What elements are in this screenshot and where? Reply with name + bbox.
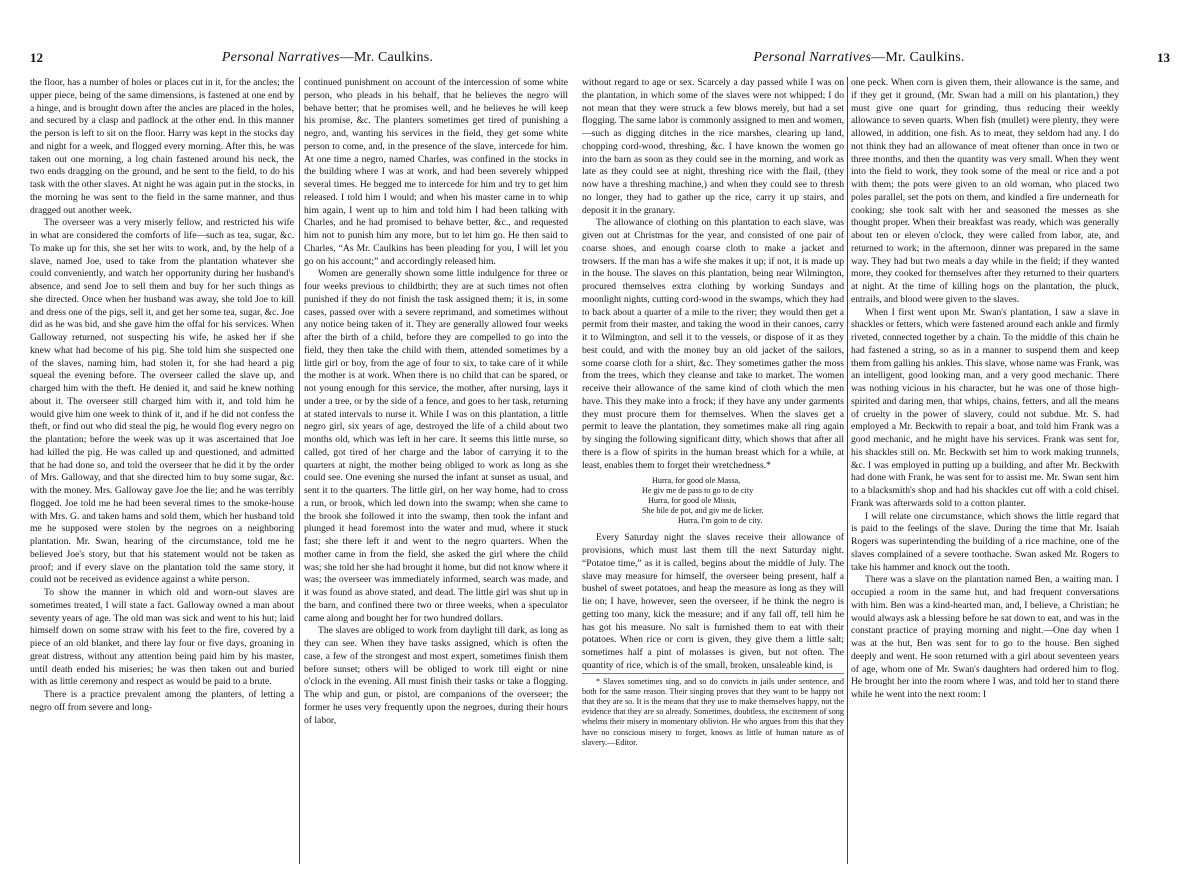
column-divider [847,77,848,864]
running-head [55,50,600,66]
right-page-header [578,50,1200,70]
paragraph: To show the manner in which old and worn-out slaves are sometimes treated, I will state a fact. Galloway owned a man about seventy years of age. The old man was sick and went to his hut; laid himself down on some straw with his feet to the fire, covered by a piece of an old blanket, and there lay four or five days, groaning in great distress, without any attention being paid him by his master, until death ended his miseries; he was then taken out and buried with as little ceremony and respect as would be paid to a brute. [30,587,294,688]
text-column [851,77,1119,874]
text-column [582,77,844,874]
text-column [304,77,568,874]
paragraph: Women are generally shown some little indulgence for three or four weeks previous to childbirth; they are at such times not often punished if they do not finish the task assigned them; it is, in some cases, passed over with a severe reprimand, and sometimes without any notice being taken of it. They are generally allowed four weeks after the birth of a child, before they are compelled to go into the field, they then take the child with them, attended sometimes by a little girl or boy, from the age of four to six, to take care of it while the mother is at work. When there is no child that can be spared, or not young enough for this service, the mother, after nursing, lays it under a tree, or by the side of a fence, and goes to her task, returning at stated intervals to nurse it. While I was on this plantation, a little negro girl, six years of age, destroyed the life of a child about two months old, which was left in her care. It seems this little nurse, so called, got tired of her charge and the labor of carrying it to the quarters at night, the mother being obliged to work as long as she could see. One evening she nursed the infant at sunset as usual, and sent it to the quarters. The little girl, on her way home, had to cross a run, or brook, which led down into the swamp; when she came to the brook she followed it into the swamp, then took the infant and plunged it head foremost into the water and mud, where it stuck fast; she there left it and went to the negro quarters. When the mother came in from the field, she asked the girl where the child was; she told her she had brought it home, but did not know where it was; the overseer was immediately informed, search was made, and it was found as above stated, and dead. The little girl was shut up in the barn, and confined there two or three weeks, when a speculator came along and bought her for two hundred dollars. [304,268,568,624]
paragraph: Every Saturday night the slaves receive their allowance of provisions, which must last them till the next Saturday night. “Potatoe time,” as it is called, begins about the middle of July. The slave may measure for himself, the overseer being present, half a bushel of sweet potatoes, and heap the measure as long as they will lie on; I have, however, seen the overseer, if he think the negro is getting too many, kick the measure; and if any fall off, tell him he has got his measure. No salt is furnished them to eat with their potatoes. When rice or corn is given, they give them a little salt; sometimes half a pint of molasses is given, but not often. The quantity of rice, which is of the small, broken, unsaleable kind, is [582,532,844,671]
running-head [578,50,1140,66]
page-number: 12 [30,50,43,65]
paragraph: without regard to age or sex. Scarcely a day passed while I was on the plantation, in which some of the slaves were not whipped; I do not mean that they were struck a few blows merely, but had a set flogging. The same labor is commonly assigned to men and women,—such as digging ditches in the rice marshes, clearing up land, chopping cord-wood, threshing, &c. I have known the women go into the barn as soon as they could see in the morning, and work as late as they could see at night, threshing rice with the flail, (they now have a threshing machine,) and when they could see to thresh no longer, they had to gather up the rice, carry it up stairs, and deposit it in the granary. [582,77,844,216]
running-head-author: —Mr. Caulkins. [339,50,434,65]
paragraph: There is a practice prevalent among the planters, of letting a negro off from severe and long- [30,689,294,713]
paragraph: continued punishment on account of the intercession of some white person, who pleads in his behalf, that he believes the negro will behave better; that he promises well, and he believes he will keep his promise, &c. The planters sometimes get tired of punishing a negro, and, wanting his services in the field, they get some white person to come, and, in the presence of the slave, intercede for him. At one time a negro, named Charles, was confined in the stocks in the building where I was at work, and had been severely whipped several times. He begged me to intercede for him and try to get him released. I told him I would; and when his master came in to whip him again, I went up to him and told him I had been talking with Charles, and he had promised to behave better, &c., and requested him not to punish him any more, but to let him go. He then said to Charles, “As Mr. Caulkins has been pleading for you, I will let you go on his account;” and accordingly released him. [304,77,568,267]
paragraph: The slaves are obliged to work from daylight till dark, as long as they can see. When they have tasks assigned, which is often the case, a few of the strongest and most expert, sometimes finish them before sunset; others will be obliged to work till eight or nine o'clock in the evening. All must finish their tasks or take a flogging. The whip and gun, or pistol, are companions of the overseer; the former he uses very frequently upon the negroes, during their hours of labor, [304,625,568,726]
verse-line: Hurra, I'm goin to de city. [678,516,763,526]
paragraph: The overseer was a very miserly fellow, and restricted his wife in what are considered the comforts of life—such as tea, sugar, &c. To make up for this, she set her wits to work, and, by the help of a slave, named Joe, used to take from the plantation whatever she could conveniently, and watch her opportunity during her husband's absence, and send Joe to sell them and buy for her such things as she directed. Once when her husband was away, she told Joe to kill and dress one of the pigs, sell it, and get her some tea, sugar, &c. Joe did as he was bid, and she gave him the offal for his services. When Galloway returned, not suspecting his wife, he asked her if she knew what had become of his pig. She told him she suspected one of the slaves, naming him, had stolen it, for she had heard a pig squeal the evening before. The overseer called the slave up, and charged him with the theft. He denied it, and said he knew nothing about it. The overseer still charged him with it, and told him he would give him one week to think of it, and if he did not confess the theft, or find out who did steal the pig, he would flog every negro on the plantation; before the week was up it was ascertained that Joe had killed the pig. He was called up and questioned, and admitted that he had done so, and told the overseer that he did it by the order of Mrs. Galloway, and that she directed him to buy some sugar, &c. with the money. Mrs. Galloway gave Joe the lie; and he was terribly flogged. Joe told me he had been several times to the smoke-house with Mrs. G. and taken hams and sold them, which her husband told me he supposed were stolen by the negroes on a neighboring plantation. Mr. Swan, hearing of the circumstance, told me he believed Joe's story, but that his statement would not be taken as proof; and if every slave on the plantation told the same story, it could not be received as evidence against a white person. [30,217,294,586]
running-head-title: Personal Narratives [221,50,340,65]
left-page-header [0,50,600,70]
page-number: 13 [1157,50,1170,65]
paragraph: When I first went upon Mr. Swan's plantation, I saw a slave in shackles or fetters, which were fastened around each ankle and firmly riveted, connected together by a chain. To the middle of this chain he had fastened a string, so as in a manner to suspend them and keep them from galling his ankles. This slave, whose name was Frank, was an intelligent, good looking man, and a very good mechanic. There was nothing vicious in his character, but he was one of those high-spirited and daring men, that whips, chains, fetters, and all the means of cruelty in the power of slavery, could not subdue. Mr. S. had employed a Mr. Beckwith to repair a boat, and told him Frank was a good mechanic, and he might have his services. Frank was sent for, his shackles still on. Mr. Beckwith set him to work making trunnels, &c. I was employed in putting up a building, and after Mr. Beckwith had done with Frank, he was sent for to assist me. Mr. Swan sent him to a blacksmith's shop and had his shackles cut off with a cold chisel. Frank was afterwards sold to a cotton planter. [851,306,1119,509]
paragraph: I will relate one circumstance, which shows the little regard that is paid to the feelings of the slave. During the time that Mr. Isaiah Rogers was superintending the building of a rice machine, one of the slaves complained of a severe toothache. Swan asked Mr. Rogers to take his hammer and knock out the tooth. [851,510,1119,573]
verse-line: Hurra, for good ole Massa, [652,476,741,486]
right-page [578,0,1200,884]
column-divider [299,77,300,864]
verse-line: Hurra, for good ole Missis, [648,496,737,506]
song-verse [582,476,844,526]
verse-line: She bile de pot, and giv me de licker. [642,506,764,516]
paragraph: the floor, has a number of holes or places cut in it, for the ancles; the upper piece, being of the same dimensions, is fastened at one end by a hinge, and is brought down after the ancles are placed in the holes, and secured by a clasp and padlock at the other end. In this manner the person is left to sit on the floor. Harry was kept in the stocks day and night for a week, and flogged every morning. After this, he was taken out one morning, a log chain fastened around his neck, the two ends dragging on the ground, and he sent to the field, to do his task with the other slaves. At night he was again put in the stocks, in the morning he was sent to the field in the same manner, and thus dragged out another week. [30,77,294,216]
footnote: * Slaves sometimes sing, and so do convicts in jails under sentence, and both for the same reason. Their singing proves that they want to be happy not that they are so. It is the means that they use to make themselves happy, not the evidence that they are so already. Sometimes, doubtless, the excitement of song whelms their misery in momentary oblivion. He who argues from this that they have no conscious misery to forget, knows as little of human nature as of slavery.—Editor. [582,673,844,748]
verse-line: He giv me de pass to go to de city [642,486,754,496]
paragraph: The allowance of clothing on this plantation to each slave, was given out at Christmas for the year, and consisted of one pair of coarse shoes, and enough coarse cloth to make a jacket and trowsers. If the man has a wife she makes it up; if not, it is made up in the house. The slaves on this plantation, being near Wilmington, procured themselves extra clothing by working Sundays and moonlight nights, cutting cord-wood in the swamps, which they had to back about a quarter of a mile to the river; they would then get a permit from their master, and taking the wood in their canoes, carry it to Wilmington, and sell it to the vessels, or dispose of it as they best could, and with the money buy an old jacket of the sailors, some coarse cloth for a shirt, &c. They sometimes gather the moss from the trees, which they cleanse and take to market. The women receive their allowance of the same kind of cloth which the men have. This they make into a frock; if they have any under garments they must procure them for themselves. When the slaves get a permit to leave the plantation, they sometimes make all ring again by singing the following significant ditty, which shows that after all there is a flow of spirits in the human breast which for a while, at least, enables them to forget their wretchedness.* [582,217,844,471]
paragraph: one peck. When corn is given them, their allowance is the same, and if they get it ground, (Mr. Swan had a mill on his plantation,) they must give one quart for grinding, thus reducing their weekly allowance to seven quarts. When fish (mullet) were plenty, they were allowed, in addition, one fish. As to meat, they seldom had any. I do not think they had an allowance of meat oftener than once in two or three months, and then the quantity was very small. When they went into the field to work, they took some of the meal or rice and a pot with them; the pots were given to an old woman, who placed two poles parallel, set the pots on them, and kindled a fire underneath for cooking; she took salt with her and seasoned the messes as she thought proper. When their breakfast was ready, which was generally about ten or eleven o'clock, they were called from labor, ate, and returned to work; in the afternoon, dinner was prepared in the same way. They had but two meals a day while in the field; if they wanted more, they cooked for themselves after they returned to their quarters at night. At the time of killing hogs on the plantation, the pluck, entrails, and blood were given to the slaves. [851,77,1119,305]
running-head-author: —Mr. Caulkins. [871,50,965,65]
paragraph: There was a slave on the plantation named Ben, a waiting man. I occupied a room in the same hut, and had frequent conversations with him. Ben was a kind-hearted man, and, I believe, a Christian; he would always ask a blessing before he sat down to eat, and was in the constant practice of praying morning and night.—One day when I was at the hut, Ben was sent for to go to the house. Ben sighed deeply and went. He soon returned with a girl about seventeen years of age, whom one of Mr. Swan's daughters had ordered him to flog. He brought her into the room where I was, and told her to stand there while he went into the next room: I [851,574,1119,700]
running-head-title: Personal Narratives [753,50,872,65]
text-column [30,77,294,874]
